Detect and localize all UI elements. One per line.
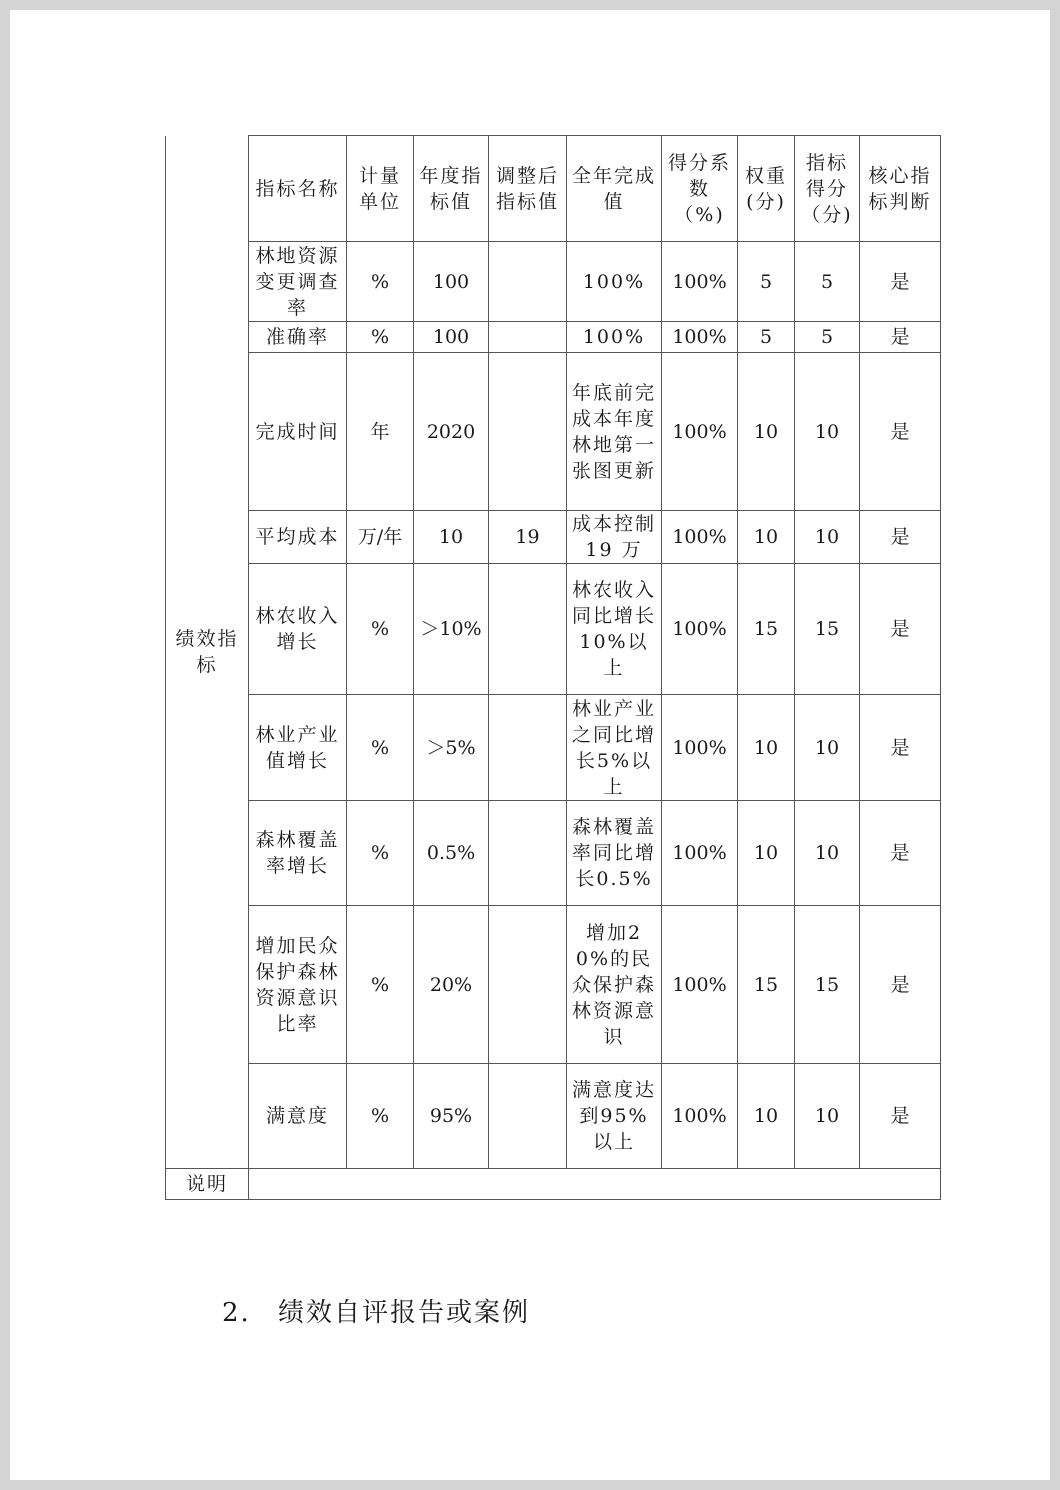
cell-indicator-name: 林业产业值增长: [249, 695, 347, 801]
cell-annual-target: 2020: [414, 353, 489, 511]
cell-indicator-name: 森林覆盖率增长: [249, 801, 347, 906]
cell-weight: 10: [738, 353, 795, 511]
cell-indicator-score: 10: [795, 353, 860, 511]
cell-adjusted-target: 19: [489, 511, 567, 564]
header-actual-value: 全年完成值: [567, 136, 662, 242]
cell-actual-value: 森林覆盖率同比增长0.5%: [567, 801, 662, 906]
cell-indicator-score: 15: [795, 906, 860, 1064]
cell-indicator-score: 10: [795, 695, 860, 801]
cell-annual-target: 10: [414, 511, 489, 564]
cell-unit: %: [347, 322, 414, 353]
cell-core-indicator: 是: [860, 695, 941, 801]
cell-indicator-name: 增加民众保护森林资源意识比率: [249, 906, 347, 1064]
cell-actual-value: 增加20%的民众保护森林资源意识: [567, 906, 662, 1064]
header-score-coefficient: 得分系数（%): [662, 136, 738, 242]
cell-actual-value: 100%: [567, 322, 662, 353]
cell-unit: %: [347, 242, 414, 322]
cell-core-indicator: 是: [860, 242, 941, 322]
cell-score-coefficient: 100%: [662, 511, 738, 564]
table-row: [166, 242, 941, 322]
cell-core-indicator: 是: [860, 801, 941, 906]
cell-unit: %: [347, 1064, 414, 1169]
cell-weight: 5: [738, 242, 795, 322]
cell-score-coefficient: 100%: [662, 242, 738, 322]
cell-score-coefficient: 100%: [662, 353, 738, 511]
cell-adjusted-target: [489, 801, 567, 906]
cell-unit: %: [347, 906, 414, 1064]
cell-unit: %: [347, 564, 414, 695]
cell-unit: %: [347, 801, 414, 906]
header-indicator-score: 指标得分（分): [795, 136, 860, 242]
cell-unit: 万/年: [347, 511, 414, 564]
table-row: [166, 695, 941, 801]
cell-annual-target: 100: [414, 322, 489, 353]
cell-actual-value: 林业产业之同比增长5%以上: [567, 695, 662, 801]
performance-indicator-table: [165, 135, 941, 1200]
header-core-indicator: 核心指标判断: [860, 136, 941, 242]
table-row: [166, 564, 941, 695]
header-weight: 权重(分): [738, 136, 795, 242]
cell-annual-target: ＞10%: [414, 564, 489, 695]
section-heading: [222, 1292, 530, 1329]
cell-score-coefficient: 100%: [662, 695, 738, 801]
cell-actual-value: 林农收入同比增长10%以上: [567, 564, 662, 695]
header-annual-target: 年度指标值: [414, 136, 489, 242]
table-row: [166, 906, 941, 1064]
cell-annual-target: 100: [414, 242, 489, 322]
cell-unit: 年: [347, 353, 414, 511]
cell-indicator-name: 平均成本: [249, 511, 347, 564]
cell-core-indicator: 是: [860, 353, 941, 511]
header-adjusted-target: 调整后指标值: [489, 136, 567, 242]
cell-weight: 15: [738, 564, 795, 695]
cell-indicator-score: 10: [795, 511, 860, 564]
cell-indicator-name: 林农收入增长: [249, 564, 347, 695]
table-row: [166, 322, 941, 353]
cell-indicator-name: 林地资源变更调查率: [249, 242, 347, 322]
cell-annual-target: 0.5%: [414, 801, 489, 906]
cell-actual-value: 成本控制 19 万: [567, 511, 662, 564]
cell-actual-value: 年底前完成本年度林地第一张图更新: [567, 353, 662, 511]
table-row: [166, 1064, 941, 1169]
table-row: [166, 353, 941, 511]
section-title: 绩效自评报告或案例: [278, 1298, 531, 1328]
section-number: 2.: [222, 1298, 251, 1328]
document-page: [10, 10, 1050, 1480]
cell-indicator-score: 10: [795, 1064, 860, 1169]
cell-annual-target: ＞5%: [414, 695, 489, 801]
header-indicator-name: 指标名称: [249, 136, 347, 242]
cell-score-coefficient: 100%: [662, 322, 738, 353]
header-row: [166, 136, 941, 242]
cell-adjusted-target: [489, 322, 567, 353]
cell-score-coefficient: 100%: [662, 564, 738, 695]
cell-adjusted-target: [489, 242, 567, 322]
cell-indicator-score: 5: [795, 242, 860, 322]
cell-actual-value: 100%: [567, 242, 662, 322]
cell-annual-target: 95%: [414, 1064, 489, 1169]
cell-actual-value: 满意度达到95%以上: [567, 1064, 662, 1169]
cell-weight: 5: [738, 322, 795, 353]
cell-adjusted-target: [489, 353, 567, 511]
cell-core-indicator: 是: [860, 1064, 941, 1169]
cell-adjusted-target: [489, 564, 567, 695]
cell-annual-target: 20%: [414, 906, 489, 1064]
cell-indicator-score: 10: [795, 801, 860, 906]
cell-weight: 10: [738, 695, 795, 801]
table-row: [166, 511, 941, 564]
cell-indicator-name: 准确率: [249, 322, 347, 353]
cell-unit: %: [347, 695, 414, 801]
cell-core-indicator: 是: [860, 906, 941, 1064]
cell-adjusted-target: [489, 1064, 567, 1169]
note-label: 说明: [166, 1169, 249, 1200]
cell-indicator-name: 满意度: [249, 1064, 347, 1169]
cell-adjusted-target: [489, 906, 567, 1064]
cell-core-indicator: 是: [860, 564, 941, 695]
cell-core-indicator: 是: [860, 511, 941, 564]
note-value: [249, 1169, 941, 1200]
table-row: [166, 801, 941, 906]
cell-indicator-name: 完成时间: [249, 353, 347, 511]
cell-weight: 10: [738, 511, 795, 564]
cell-score-coefficient: 100%: [662, 801, 738, 906]
cell-adjusted-target: [489, 695, 567, 801]
cell-indicator-score: 5: [795, 322, 860, 353]
cell-weight: 10: [738, 801, 795, 906]
performance-indicator-row-header: 绩效指标: [166, 136, 249, 1169]
note-row: [166, 1169, 941, 1200]
header-unit: 计量单位: [347, 136, 414, 242]
cell-score-coefficient: 100%: [662, 906, 738, 1064]
cell-weight: 15: [738, 906, 795, 1064]
cell-weight: 10: [738, 1064, 795, 1169]
cell-core-indicator: 是: [860, 322, 941, 353]
cell-score-coefficient: 100%: [662, 1064, 738, 1169]
cell-indicator-score: 15: [795, 564, 860, 695]
